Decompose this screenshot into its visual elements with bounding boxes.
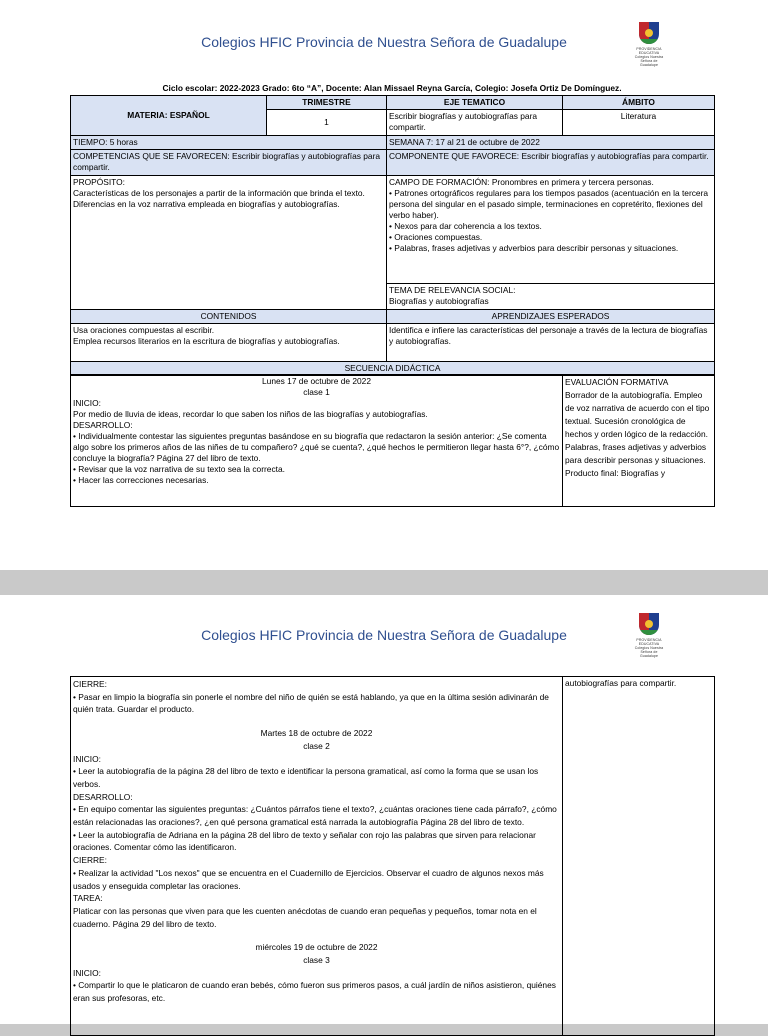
proposito-cell xyxy=(71,176,387,310)
campo-item: • Oraciones compuestas. xyxy=(389,232,483,242)
campo-item: • Patrones ortográficos regulares para los tiempos pasados (acentuación en la tercera persona del singular en el pasado simple, terminaciones en copretérito, flexiones del verbo haber). xyxy=(389,188,709,220)
evaluacion-cell xyxy=(563,375,715,507)
inicio-text: Por medio de lluvia de ideas, recordar lo que saben los niños de las biografías y autobiografías. xyxy=(73,409,428,419)
aprendizajes-header: APRENDIZAJES ESPERADOS xyxy=(387,310,715,324)
desarrollo-item: • Hacer las correcciones necesarias. xyxy=(73,475,209,485)
inicio-heading: INICIO: xyxy=(73,398,101,408)
clase-3-number: clase 3 xyxy=(303,955,330,966)
clases-cell xyxy=(71,677,563,1036)
materia-cell: MATERIA: ESPAÑOL xyxy=(71,96,267,136)
componente-cell: COMPONENTE QUE FAVORECE: Escribir biografías y autobiografías para compartir. xyxy=(387,150,715,176)
logo-caption: PROVIDENCIA EDUCATIVA Colegios Nuestra Señora de Guadalupe xyxy=(634,47,664,67)
proposito-text-2: Diferencias en la voz narrativa empleada en biografías y autobiografías. xyxy=(73,199,340,209)
clase-1-number: clase 1 xyxy=(303,387,330,397)
cierre-item: • Pasar en limpio la biografía sin ponerle el nombre del niño de quién se está hablando, ya que en la última sesión adivinarán de quién trata. Guardar el producto. xyxy=(73,691,549,715)
shield-icon xyxy=(639,613,659,635)
info-line: Ciclo escolar: 2022-2023 Grado: 6to “A”, Docente: Alan Missael Reyna García, Colegio: Josefa Ortiz De Domínguez. xyxy=(162,83,622,93)
desarrollo-item: • Leer la autobiografía de Adriana en la página 28 del libro de texto y señalar con rojo las palabras que sirven para relacionar oraciones. Comentar cómo las identificaron. xyxy=(73,829,536,853)
clase-3-date: miércoles 19 de octubre de 2022 xyxy=(255,942,378,953)
tema-heading: TEMA DE RELEVANCIA SOCIAL: xyxy=(389,285,516,295)
tema-value: Biografías y autobiografías xyxy=(389,296,489,306)
cierre-heading: CIERRE: xyxy=(73,855,107,866)
trimestre-value: 1 xyxy=(267,110,387,136)
contenidos-text-2: Emplea recursos literarios en la escritura de biografías y autobiografías. xyxy=(73,336,340,346)
evaluacion-text: Borrador de la autobiografía. Empleo de voz narrativa de acuerdo con el tipo textual. Sucesión cronológica de hechos y orden lógico de la redacción. Palabras, frases adjetivas y adverbios para describir personas y situaciones. Producto final: Biografías y xyxy=(565,390,710,478)
tarea-text: Platicar con las personas que viven para que les cuenten anécdotas de cuando eran pequeñas y pequeños, tomar nota en el cuaderno. Página 29 del libro de texto. xyxy=(73,905,537,929)
tema-cell xyxy=(387,284,715,310)
desarrollo-heading: DESARROLLO: xyxy=(73,791,133,802)
clase-1-cell xyxy=(71,375,563,507)
evaluacion-heading: EVALUACIÓN FORMATIVA xyxy=(565,377,669,387)
secuencia-table-continued xyxy=(70,676,715,1036)
tiempo-cell: TIEMPO: 5 horas xyxy=(71,136,387,150)
ambito-header: ÁMBITO xyxy=(563,96,715,110)
campo-cell xyxy=(387,176,715,284)
campo-item: • Nexos para dar coherencia a los textos. xyxy=(389,221,542,231)
inicio-heading: INICIO: xyxy=(73,753,101,764)
ambito-value: Literatura xyxy=(563,110,715,136)
aprendizajes-cell: Identifica e infiere las características del personaje a través de la lectura de biografías y autobiografías. xyxy=(387,324,715,362)
shield-icon xyxy=(639,22,659,44)
proposito-heading: PROPÓSITO: xyxy=(73,177,125,187)
trimestre-header: TRIMESTRE xyxy=(267,96,387,110)
campo-heading: CAMPO DE FORMACIÓN: Pronombres en primera y tercera personas. xyxy=(389,177,654,187)
tarea-heading: TAREA: xyxy=(73,893,103,904)
clase-2-date: Martes 18 de octubre de 2022 xyxy=(260,728,373,739)
cierre-heading: CIERRE: xyxy=(73,679,107,689)
desarrollo-item: • En equipo comentar las siguientes preguntas: ¿Cuántos párrafos tiene el texto?, ¿cuántas oraciones tiene cada párrafo?, ¿cómo están relacionadas las oraciones?, ¿en qué persona gramatical está narrada la autobiografía Página 28 del libro de texto. xyxy=(73,804,557,828)
proposito-text-1: Características de los personajes a partir de la información que brinda el texto. xyxy=(73,188,365,198)
inicio-heading: INICIO: xyxy=(73,967,101,978)
desarrollo-item: • Individualmente contestar las siguientes preguntas basándose en su biografía que redactaron la sesión anterior: ¿Se comenta algo sobre los primeros años de las niñes de tu compañero? ¿qué se cuenta?, ¿qué hechos le permitieron llegar hasta 6°?, ¿cómo concluye la biografía? Página 27 del libro de texto. xyxy=(73,431,560,463)
cierre-item: • Realizar la actividad "Los nexos" que se encuentra en el Cuadernillo de Ejercicios. Observar el cuadro de algunos nexos más usados y enseguida completar las oraciones. xyxy=(73,867,544,891)
school-logo xyxy=(632,22,666,67)
contenidos-cell xyxy=(71,324,387,362)
campo-item: • Palabras, frases adjetivas y adverbios para describir personas y situaciones. xyxy=(389,243,679,253)
clase-2-number: clase 2 xyxy=(303,740,330,751)
semana-cell: SEMANA 7: 17 al 21 de octubre de 2022 xyxy=(387,136,715,150)
evaluacion-continued-cell: autobiografías para compartir. xyxy=(563,677,715,1036)
secuencia-table xyxy=(70,374,715,507)
contenidos-text-1: Usa oraciones compuestas al escribir. xyxy=(73,325,215,335)
school-title: Colegios HFIC Provincia de Nuestra Señora de Guadalupe xyxy=(201,627,567,643)
inicio-item: • Compartir lo que le platicaron de cuando eran bebés, cómo fueron sus primeros pasos, a cuál jardín de niños asistieron, quiénes eran sus profesoras, etc. xyxy=(73,980,556,1004)
inicio-item: • Leer la autobiografía de la página 28 del libro de texto e identificar la persona gramatical, así como la forma que se usan los verbos. xyxy=(73,766,539,789)
school-logo xyxy=(632,613,666,658)
competencias-cell: COMPETENCIAS QUE SE FAVORECEN: Escribir biografías y autobiografías para compartir. xyxy=(71,150,387,176)
clase-1-date: Lunes 17 de octubre de 2022 xyxy=(262,376,371,386)
school-title: Colegios HFIC Provincia de Nuestra Señora de Guadalupe xyxy=(201,34,567,50)
eje-header: EJE TEMATICO xyxy=(387,96,563,110)
eje-value: Escribir biografías y autobiografías para compartir. xyxy=(387,110,563,136)
secuencia-header: SECUENCIA DIDÁCTICA xyxy=(71,362,715,376)
logo-caption: PROVIDENCIA EDUCATIVA Colegios Nuestra Señora de Guadalupe xyxy=(634,638,664,658)
contenidos-header: CONTENIDOS xyxy=(71,310,387,324)
planning-table xyxy=(70,95,715,376)
desarrollo-heading: DESARROLLO: xyxy=(73,420,133,430)
page-2 xyxy=(0,595,768,1024)
desarrollo-item: • Revisar que la voz narrativa de su texto sea la correcta. xyxy=(73,464,285,474)
